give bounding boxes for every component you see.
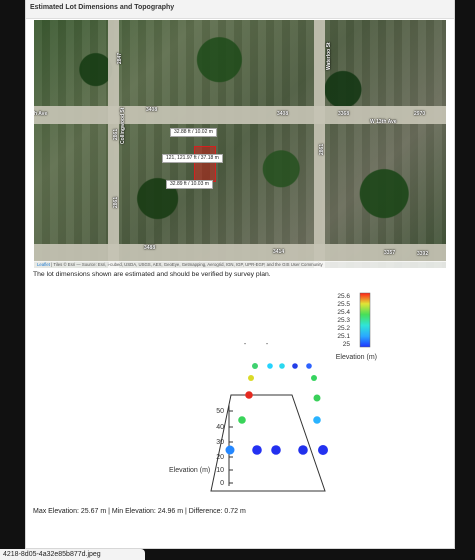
avenue-label-right: W 13th Ave (370, 119, 397, 125)
y-tick-label-3: 20 (216, 454, 224, 461)
house-number-2861c: 2861 (319, 143, 325, 155)
satellite-map[interactable] (34, 20, 446, 268)
house-number-2970: 2970 (414, 111, 426, 117)
house-number-3392: 3392 (417, 251, 429, 257)
house-number-3488: 3488 (144, 245, 156, 251)
scatter-points (226, 363, 329, 455)
filename-bar: 4218-8d05-4a32e85b877d.jpeg (0, 549, 145, 560)
legend-tick-3: 25.3 (337, 317, 350, 324)
attribution-text: | Tiles © Esri — Source: Esri, i-cubed, USDA, USGS, AEX, GeoEye, Getmapping, Aerogrid, IGN, IGP, UPR-EGP, and the GIS User Community (49, 262, 323, 267)
scatter-point-14 (298, 445, 308, 455)
elevation-chart-svg (124, 286, 384, 511)
scatter-point-4 (306, 363, 312, 369)
avenue-label-left: h Ave (34, 111, 48, 117)
legend-tick-5: 25.1 (337, 333, 350, 340)
content-panel (26, 0, 454, 548)
scatter-point-0 (252, 363, 258, 369)
scatter-point-2 (279, 363, 285, 369)
panel-header (26, 0, 454, 19)
scatter-point-7 (245, 391, 253, 399)
survey-note: The lot dimensions shown are estimated and should be verified by survey plan. (33, 271, 271, 278)
panel-title: Estimated Lot Dimensions and Topography (30, 4, 175, 11)
scatter-point-10 (313, 416, 321, 424)
y-axis-label: Elevation (m) (169, 467, 211, 474)
legend-title: Elevation (m) (335, 354, 377, 361)
lot-dimension-bottom: 32.89 ft / 10.03 m (166, 180, 213, 189)
scatter-point-6 (311, 375, 317, 381)
lot-outline (194, 146, 216, 182)
elevation-summary: Max Elevation: 25.67 m | Min Elevation: 24.96 m | Difference: 0.72 m (33, 508, 246, 515)
leaflet-link[interactable]: Leaflet (37, 262, 50, 267)
lot-dimension-top: 32.88 ft / 10.02 m (170, 128, 217, 137)
scatter-point-15 (318, 445, 328, 455)
colorbar (360, 293, 370, 347)
house-number-2861b: 2861 (113, 196, 119, 208)
house-number-3408b: 3408 (277, 111, 289, 117)
map-attribution (34, 261, 446, 268)
legend-tick-2: 25.4 (337, 309, 350, 316)
frustum-outline (211, 395, 325, 491)
scatter-point-12 (252, 445, 262, 455)
scatter-point-11 (226, 446, 235, 455)
house-number-3414: 3414 (273, 249, 285, 255)
legend-tick-4: 25.2 (337, 325, 350, 332)
scatter-point-8 (314, 395, 321, 402)
top-tick-left-label: - (243, 341, 247, 348)
legend-tick-1: 25.5 (337, 301, 350, 308)
scatter-point-9 (238, 416, 246, 424)
scatter-point-5 (248, 375, 254, 381)
y-tick-label-5: 0 (220, 480, 224, 487)
legend-tick-6: 25 (342, 341, 350, 348)
top-tick-right-label: - (265, 341, 269, 348)
house-number-3368: 3368 (338, 111, 350, 117)
legend-tick-0: 25.6 (337, 293, 350, 300)
scatter-point-1 (267, 363, 273, 369)
lot-dimension-middle: 121, 121.97 ft / 37.18 m (162, 154, 223, 163)
house-number-2861a: 2861 (113, 128, 119, 140)
elevation-chart (124, 286, 384, 511)
street-label-right: Waterloo St (326, 42, 332, 70)
house-number-3357: 3357 (384, 250, 396, 256)
y-tick-label-2: 30 (216, 439, 224, 446)
scatter-point-13 (271, 445, 281, 455)
street-label-left: Collingwood St (120, 107, 126, 144)
y-tick-label-1: 40 (216, 424, 224, 431)
scatter-point-3 (292, 363, 298, 369)
house-number-3408a: 3408 (146, 107, 158, 113)
house-number-2847: 2847 (117, 52, 123, 64)
y-tick-label-0: 50 (216, 408, 224, 415)
y-tick-label-4: 10 (216, 467, 224, 474)
